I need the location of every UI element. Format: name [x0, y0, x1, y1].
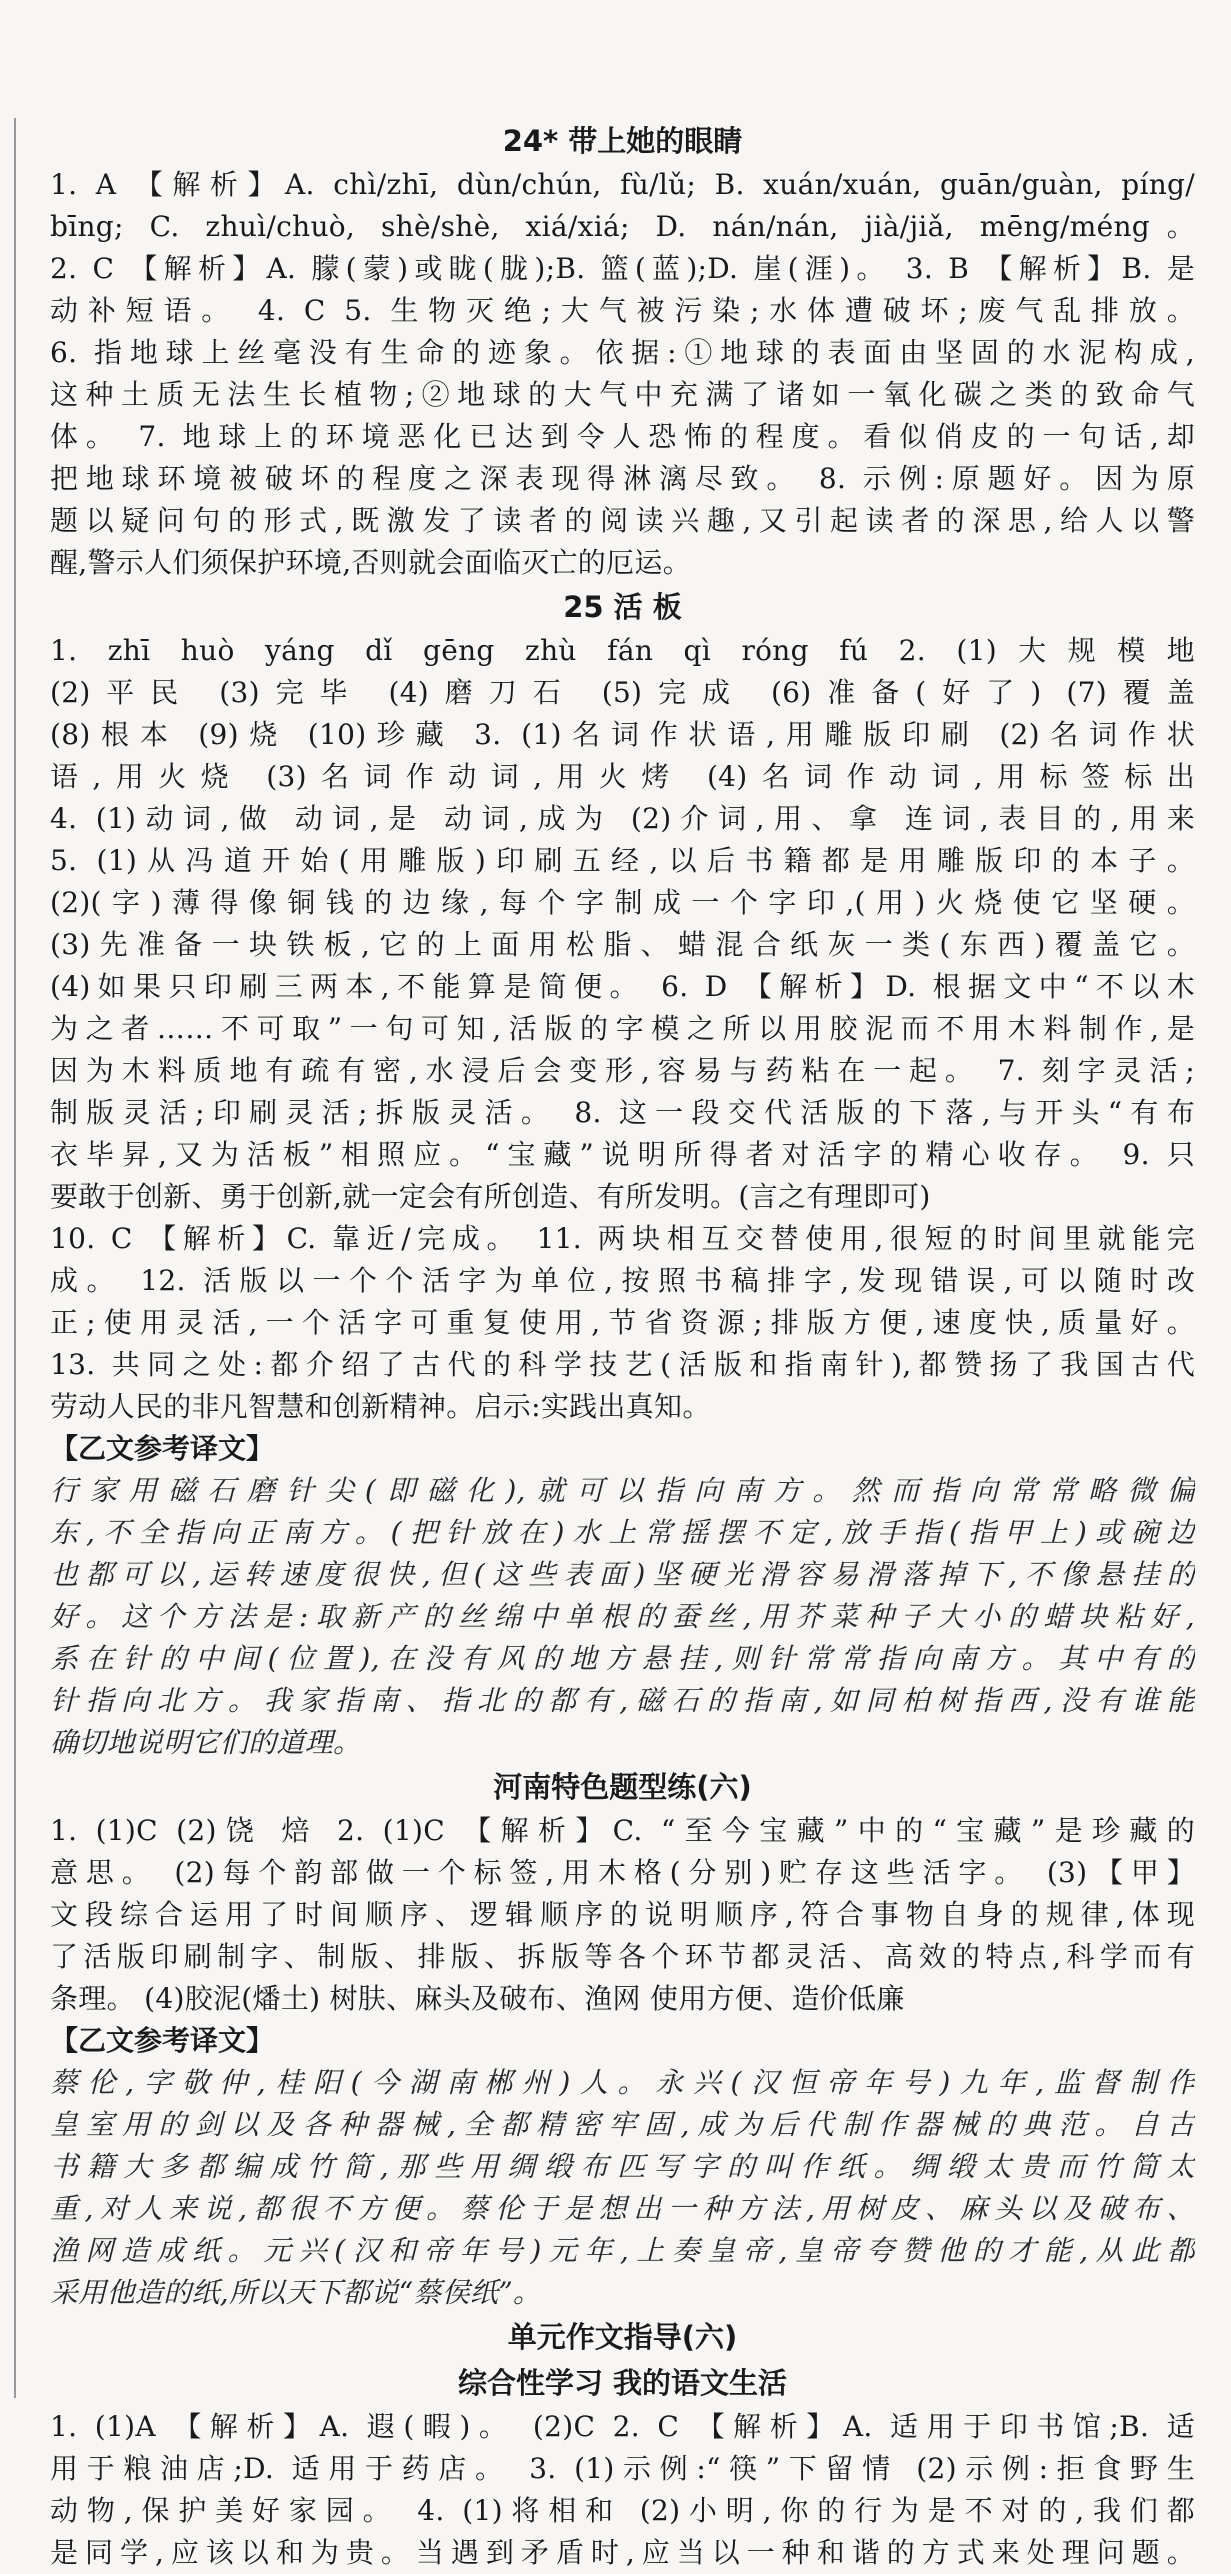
text-line: 因为木料质地有疏有密,水浸后会变形,容易与药粘在一起。 7. 刻字灵活;	[50, 1054, 1195, 1087]
translation-label: 【乙文参考译文】	[50, 1432, 275, 1465]
text-line: (8)根本 (9)烧 (10)珍藏 3. (1)名词作状语,用雕版印刷 (2)名词作状	[50, 718, 1195, 751]
text-line: (2)平民 (3)完毕 (4)磨刀石 (5)完成 (6)准备(好了) (7)覆盖	[50, 676, 1195, 709]
text-line: 题以疑问句的形式,既激发了读者的阅读兴趣,又引起读者的深思,给人以警	[50, 504, 1195, 537]
text-line: 1. (1)A 【解析】A. 遐(暇)。 (2)C 2. C 【解析】A. 适用于印书馆;B. 适	[50, 2410, 1195, 2443]
text-line: 这种土质无法生长植物;②地球的大气中充满了诸如一氧化碳之类的致命气	[50, 378, 1195, 411]
text-line: 醒,警示人们须保护环境,否则就会面临灭亡的厄运。	[50, 546, 692, 579]
text-line: 动物,保护美好家园。 4. (1)将相和 (2)小明,你的行为是不对的,我们都	[50, 2494, 1195, 2527]
text-line: 是同学,应该以和为贵。当遇到矛盾时,应当以一种和谐的方式来处理问题。	[50, 2536, 1195, 2569]
text-line: bīng; C. zhuì/chuò, shè/shè, xiá/xiá; D. nán/nán, jià/jiǎ, mēng/méng。	[50, 210, 1195, 243]
margin-rule	[14, 118, 16, 2398]
translation-line: 系在针的中间(位置),在没有风的地方悬挂,则针常常指向南方。其中有的	[50, 1642, 1195, 1675]
translation-line: 也都可以,运转速度很快,但(这些表面)坚硬光滑容易滑落掉下,不像悬挂的	[50, 1558, 1195, 1591]
text-line: 用于粮油店;D. 适用于药店。 3. (1)示例:“筷”下留情 (2)示例:拒食野生	[50, 2452, 1195, 2485]
text-line: 制版灵活;印刷灵活;拆版灵活。 8. 这一段交代活版的下落,与开头“有布	[50, 1096, 1195, 1129]
text-line: 4. (1)动词,做 动词,是 动词,成为 (2)介词,用、拿 连词,表目的,用来	[50, 802, 1195, 835]
translation-line: 好。这个方法是:取新产的丝绵中单根的蚕丝,用芥菜种子大小的蜡块粘好,	[50, 1600, 1195, 1633]
text-line: 条理。 (4)胶泥(燔土) 树肤、麻头及破布、渔网 使用方便、造价低廉	[50, 1982, 905, 2015]
text-line: 衣毕昇,又为活板”相照应。“宝藏”说明所得者对活字的精心收存。 9. 只	[50, 1138, 1195, 1171]
text-line: 语,用火烧 (3)名词作动词,用火烤 (4)名词作动词,用标签标出	[50, 760, 1195, 793]
text-line: 劳动人民的非凡智慧和创新精神。启示:实践出真知。	[50, 1390, 711, 1423]
section-title-24: 24* 带上她的眼睛	[502, 124, 743, 158]
text-line: 动补短语。 4. C 5. 生物灭绝;大气被污染;水体遭破坏;废气乱排放。	[50, 294, 1195, 327]
translation-line: 重,对人来说,都很不方便。蔡伦于是想出一种方法,用树皮、麻头以及破布、	[50, 2192, 1195, 2225]
translation-line: 书籍大多都编成竹简,那些用绸缎布匹写字的叫作纸。绸缎太贵而竹简太	[50, 2150, 1195, 2183]
translation-line: 行家用磁石磨针尖(即磁化),就可以指向南方。然而指向常常略微偏	[50, 1474, 1195, 1507]
section-subtitle: 综合性学习 我的语文生活	[457, 2366, 788, 2400]
section-henan-body	[50, 1810, 1195, 2020]
section-unit-writing-body	[50, 2406, 1195, 2574]
text-line: 1. (1)C (2)饶 焙 2. (1)C 【解析】C. “至今宝藏”中的“宝藏”是珍藏的	[50, 1814, 1195, 1847]
translation-line: 针指向北方。我家指南、指北的都有,磁石的指南,如同柏树指西,没有谁能	[50, 1684, 1195, 1717]
translation-line: 渔网造成纸。元兴(汉和帝年号)元年,上奏皇帝,皇帝夸赞他的才能,从此都	[50, 2234, 1195, 2267]
text-line: 文段综合运用了时间顺序、逻辑顺序的说明顺序,符合事物自身的规律,体现	[50, 1898, 1195, 1931]
translation-body	[50, 2062, 1195, 2314]
text-line: (2)(字)薄得像铜钱的边缘,每个字制成一个字印,(用)火烧使它坚硬。	[50, 886, 1195, 919]
text-line: 为之者……不可取”一句可知,活版的字模之所以用胶泥而不用木料制作,是	[50, 1012, 1195, 1045]
translation-line: 皇室用的剑以及各种器械,全都精密牢固,成为后代制作器械的典范。自古	[50, 2108, 1195, 2141]
text-line: 5. (1)从冯道开始(用雕版)印刷五经,以后书籍都是用雕版印的本子。	[50, 844, 1195, 877]
text-line: 正;使用灵活,一个活字可重复使用,节省资源;排版方便,速度快,质量好。	[50, 1306, 1195, 1339]
translation-line: 采用他造的纸,所以天下都说“蔡侯纸”。	[50, 2276, 542, 2309]
text-line: 意思。 (2)每个韵部做一个标签,用木格(分别)贮存这些活字。 (3)【甲】	[50, 1856, 1195, 1889]
text-line: 成。 12. 活版以一个个活字为单位,按照书稿排字,发现错误,可以随时改	[50, 1264, 1195, 1297]
content-column	[50, 118, 1195, 2574]
text-line: 要敢于创新、勇于创新,就一定会有所创造、有所发明。(言之有理即可)	[50, 1180, 931, 1213]
text-line: 1. zhī huò yáng dǐ gēng zhù fán qì róng fú 2. (1)大规模地	[50, 634, 1195, 667]
translation-line: 东,不全指向正南方。(把针放在)水上常摇摆不定,放手指(指甲上)或碗边	[50, 1516, 1195, 1549]
section-title-unit-writing: 单元作文指导(六)	[507, 2320, 738, 2354]
translation-body	[50, 1470, 1195, 1764]
section-25-body	[50, 630, 1195, 1428]
text-line: (3)先准备一块铁板,它的上面用松脂、蜡混合纸灰一类(东西)覆盖它。	[50, 928, 1195, 961]
translation-line: 确切地说明它们的道理。	[50, 1726, 362, 1759]
text-line: 6. 指地球上丝毫没有生命的迹象。依据:①地球的表面由坚固的水泥构成,	[50, 336, 1195, 369]
text-line: 体。 7. 地球上的环境恶化已达到令人恐怖的程度。看似俏皮的一句话,却	[50, 420, 1195, 453]
translation-line: 蔡伦,字敬仲,桂阳(今湖南郴州)人。永兴(汉恒帝年号)九年,监督制作	[50, 2066, 1195, 2099]
text-line: 10. C 【解析】C. 靠近/完成。 11. 两块相互交替使用,很短的时间里就能完	[50, 1222, 1195, 1255]
text-line: (4)如果只印刷三两本,不能算是简便。 6. D 【解析】D. 根据文中“不以木	[50, 970, 1195, 1003]
text-line: 13. 共同之处:都介绍了古代的科学技艺(活版和指南针),都赞扬了我国古代	[50, 1348, 1195, 1381]
text-line: 了活版印刷制字、制版、排版、拆版等各个环节都灵活、高效的特点,科学而有	[50, 1940, 1195, 1973]
text-line: 2. C 【解析】A. 朦(蒙)或眬(胧);B. 篮(蓝);D. 崖(涯)。 3. B 【解析】B. 是	[50, 252, 1195, 285]
section-title-25: 25 活 板	[563, 590, 682, 624]
section-title-henan: 河南特色题型练(六)	[493, 1770, 752, 1804]
text-line: 1. A 【解析】A. chì/zhī, dùn/chún, fù/lǔ; B. xuán/xuán, guān/guàn, píng/	[50, 168, 1195, 201]
translation-label: 【乙文参考译文】	[50, 2024, 275, 2057]
section-24-body	[50, 164, 1195, 584]
text-line: 把地球环境被破坏的程度之深表现得淋漓尽致。 8. 示例:原题好。因为原	[50, 462, 1195, 495]
